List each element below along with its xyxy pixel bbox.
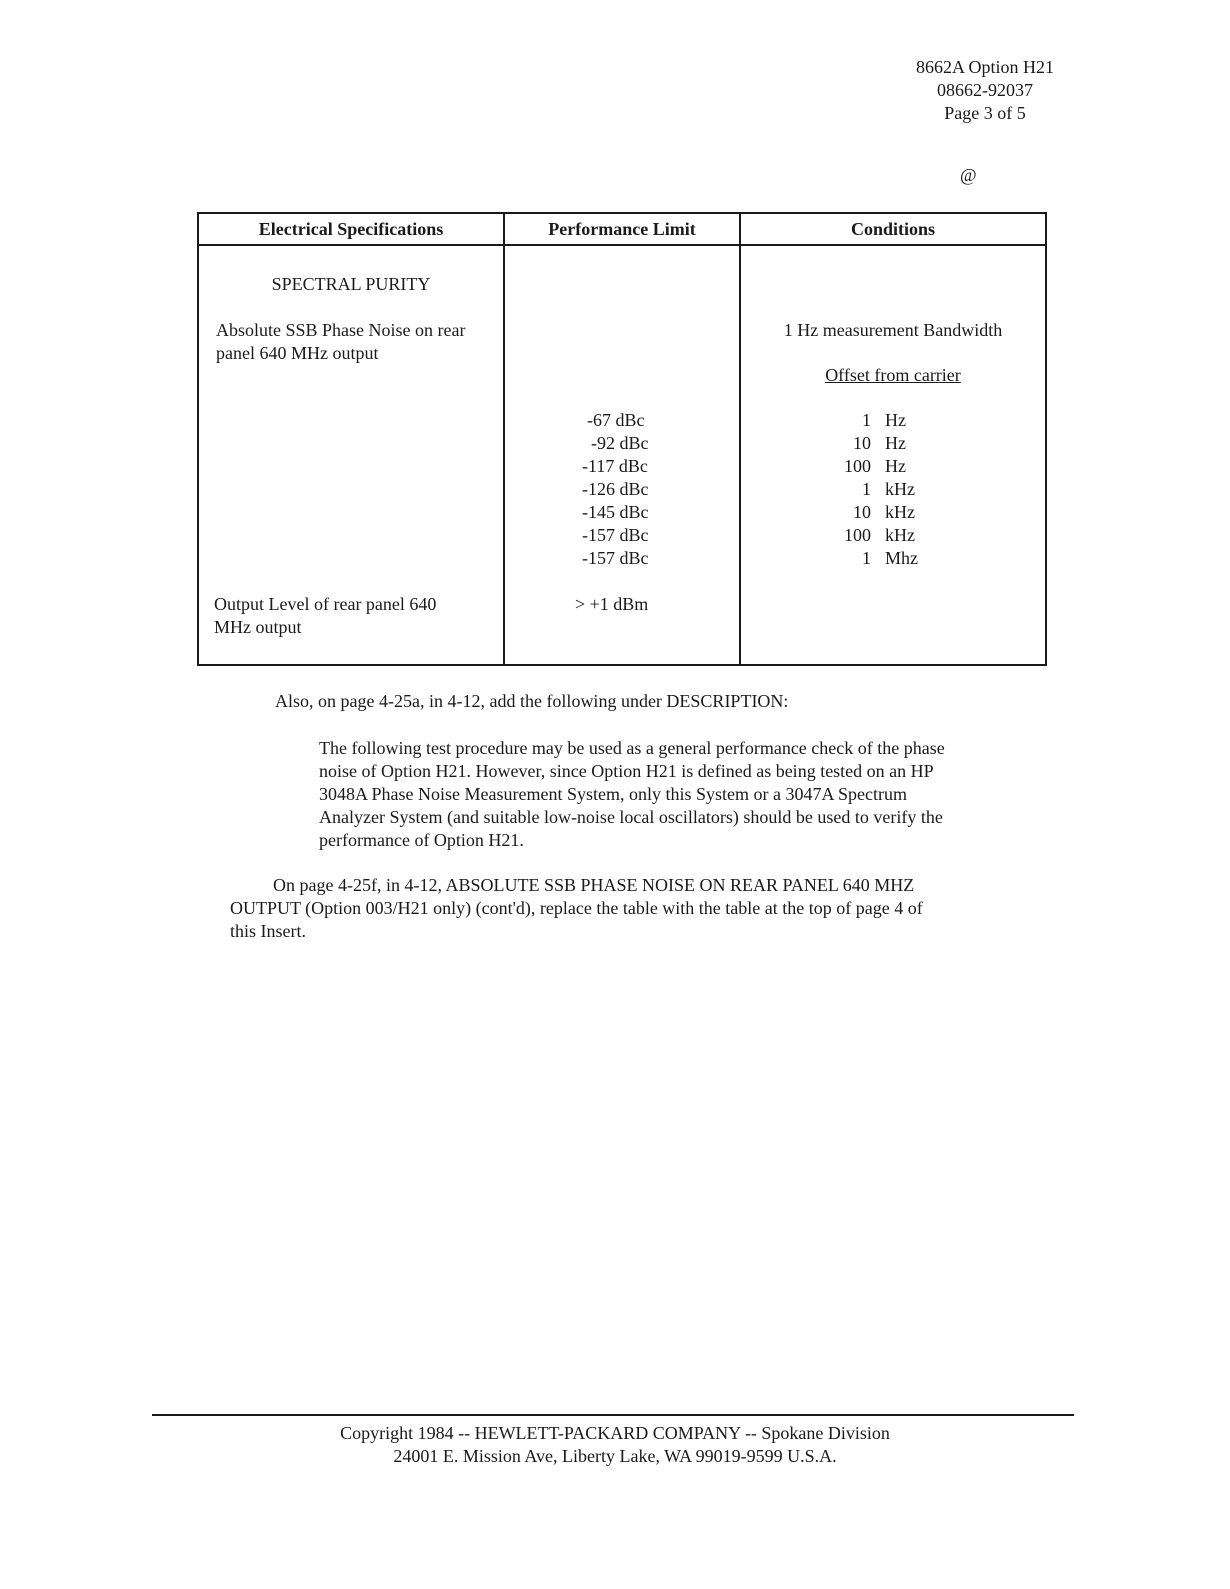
onpage-line: this Insert. [230,921,306,941]
limit-value: -92 dBc [591,433,649,453]
replace-table-paragraph [230,874,1030,943]
description-line: performance of Option H21. [319,830,524,850]
offset-unit: kHz [885,479,915,499]
offset-value: 1 [862,410,871,430]
limit-value: -157 dBc [582,548,649,568]
section-title: SPECTRAL PURITY [271,274,431,294]
phase-noise-spec-line1: Absolute SSB Phase Noise on rear [216,320,466,340]
offset-value: 10 [853,502,871,522]
specifications-table [197,212,1047,666]
limit-value: -67 dBc [587,410,645,430]
description-line: noise of Option H21. However, since Option H21 is defined as being tested on an HP [319,761,934,781]
also-instruction: Also, on page 4-25a, in 4-12, add the following under DESCRIPTION: [275,691,789,711]
description-line: 3048A Phase Noise Measurement System, only this System or a 3047A Spectrum [319,784,907,804]
bandwidth-condition: 1 Hz measurement Bandwidth [783,320,1003,340]
limit-value: -157 dBc [582,525,649,545]
conditions-column [740,245,1046,665]
header-conditions: Conditions [740,213,1046,245]
offset-unit: kHz [885,525,915,545]
phase-noise-spec-line2: panel 640 MHz output [216,343,379,363]
offset-value: 100 [844,456,871,476]
model-label: 8662A Option H21 [915,57,1054,77]
at-symbol: @ [960,165,977,185]
description-paragraph [319,737,1039,852]
output-level-spec-line1: Output Level of rear panel 640 [214,594,437,614]
description-line: Analyzer System (and suitable low-noise local oscillators) should be used to verify the [319,807,943,827]
offset-unit: Mhz [885,548,918,568]
specs-column [198,245,504,665]
offset-value: 1 [862,548,871,568]
offset-unit: Hz [885,410,906,430]
limit-value: -126 dBc [582,479,649,499]
offset-unit: Hz [885,456,906,476]
offset-value: 100 [844,525,871,545]
offset-value: 10 [853,433,871,453]
copyright-line: Copyright 1984 -- HEWLETT-PACKARD COMPANY -- Spokane Division [340,1423,890,1443]
page-indicator: Page 3 of 5 [944,103,1026,123]
document-header [880,56,1090,125]
limits-column [504,245,740,665]
onpage-line: On page 4-25f, in 4-12, ABSOLUTE SSB PHASE NOISE ON REAR PANEL 640 MHZ [273,875,915,895]
part-number: 08662-92037 [937,80,1033,100]
address-line: 24001 E. Mission Ave, Liberty Lake, WA 99019-9599 U.S.A. [393,1446,837,1466]
offset-value: 1 [862,479,871,499]
offset-unit: Hz [885,433,906,453]
table-body-row [198,245,1046,665]
footer-divider [152,1414,1074,1416]
limit-value: -145 dBc [582,502,649,522]
output-level-spec-line2: MHz output [214,617,302,637]
table-header-row [198,213,1046,245]
offset-unit: kHz [885,502,915,522]
output-level-limit: > +1 dBm [575,594,649,614]
offset-heading: Offset from carrier [825,365,961,385]
onpage-line: OUTPUT (Option 003/H21 only) (cont'd), replace the table with the table at the top of page 4 of [230,898,923,918]
limit-value: -117 dBc [582,456,648,476]
description-line: The following test procedure may be used as a general performance check of the phase [319,738,945,758]
header-electrical-specifications: Electrical Specifications [198,213,504,245]
footer [240,1422,990,1468]
header-performance-limit: Performance Limit [504,213,740,245]
